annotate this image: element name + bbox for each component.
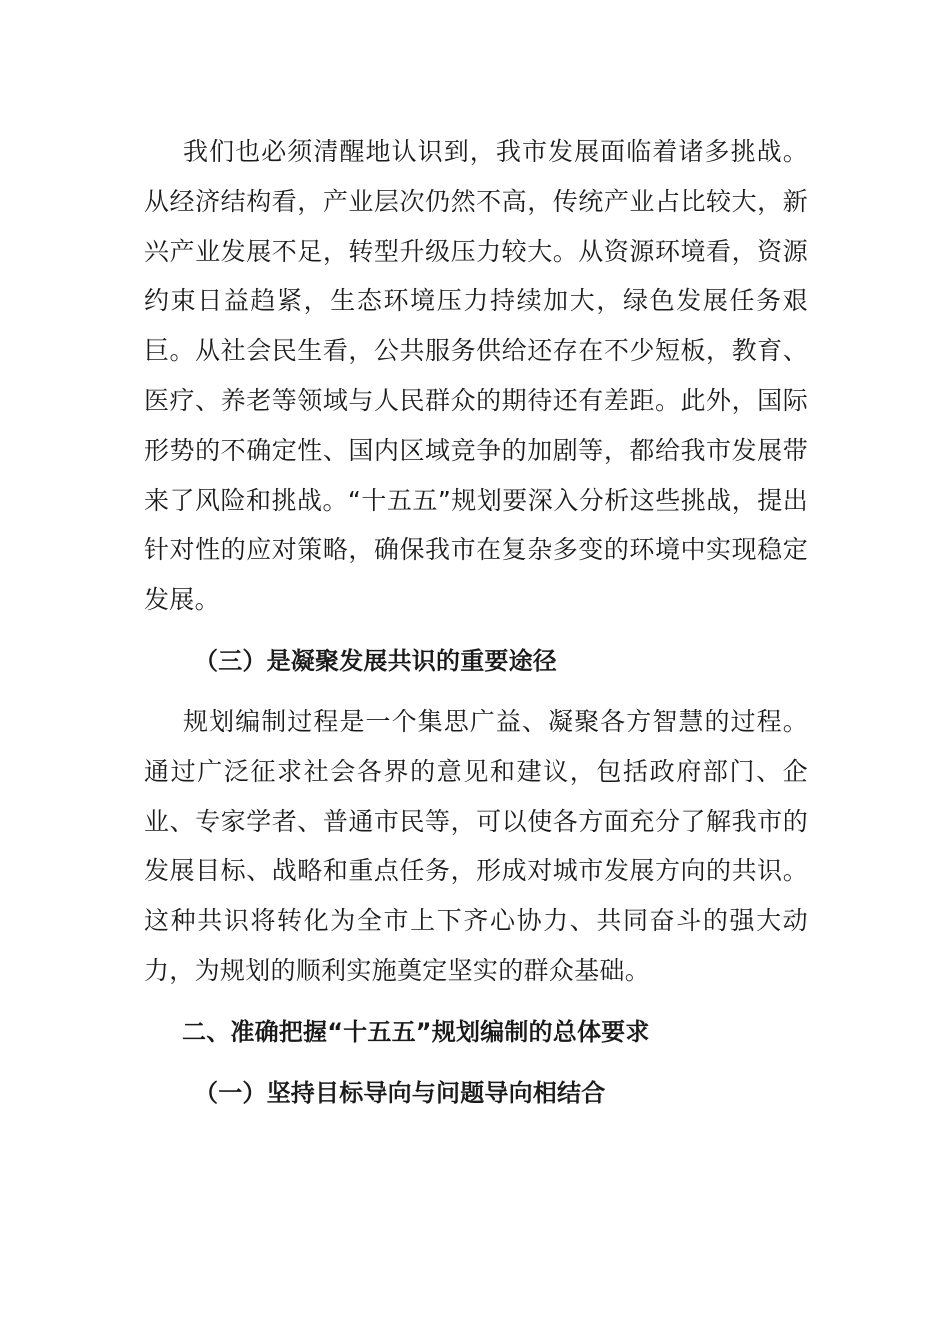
body-paragraph: 规划编制过程是一个集思广益、凝聚各方智慧的过程。通过广泛征求社会各界的意见和建议，包括政府部门、企业、专家学者、普通市民等，可以使各方面充分了解我市的发展目标、战略和重点任务，形成对城市发展方向的共识。这种共识将转化为全市上下齐心协力、共同奋斗的强大动力，为规划的顺利实施奠定坚实的群众基础。 — [144, 706, 808, 985]
section-heading: 二、准确把握“十五五”规划编制的总体要求 — [182, 1017, 650, 1046]
body-paragraph: 我们也必须清醒地认识到，我市发展面临着诸多挑战。从经济结构看，产业层次仍然不高，传统产业占比较大，新兴产业发展不足，转型升级压力较大。从资源环境看，资源约束日益趋紧，生态环境压力持续加大，绿色发展任务艰巨。从社会民生看，公共服务供给还存在不少短板，教育、医疗、养老等领域与人民群众的期待还有差距。此外，国际形势的不确定性、国内区域竞争的加剧等，都给我市发展带来了风险和挑战。“十五五”规划要深入分析这些挑战，提出针对性的应对策略，确保我市在复杂多变的环境中实现稳定发展。 — [144, 137, 808, 615]
sub-heading: （一）坚持目标导向与问题导向相结合 — [194, 1078, 606, 1107]
document-body — [144, 127, 808, 1118]
sub-heading: （三）是凝聚发展共识的重要途径 — [194, 646, 557, 675]
